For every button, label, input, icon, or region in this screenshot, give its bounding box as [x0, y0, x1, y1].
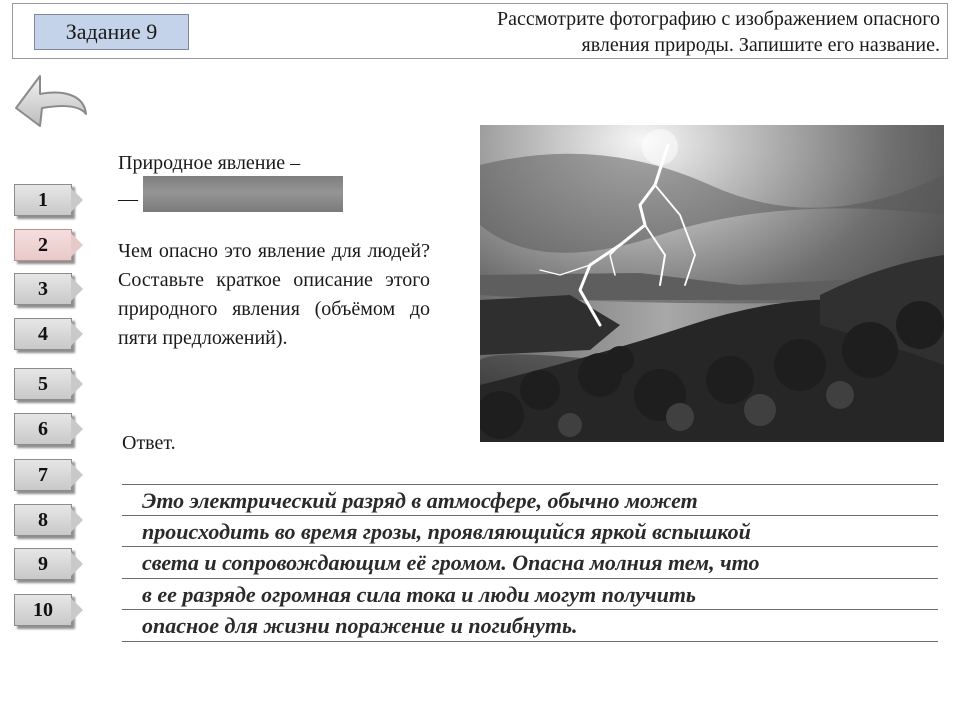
nav-button-tip: [71, 322, 83, 346]
nav-button-tip: [71, 463, 83, 487]
nav-button-label: 7: [38, 464, 48, 486]
answer-area: [122, 484, 938, 642]
nav-button-9[interactable]: [14, 548, 72, 580]
nav-button-label: 3: [38, 278, 48, 300]
phenomenon-dash: —: [118, 188, 138, 210]
nav-button-label: 6: [38, 418, 48, 440]
answer-line[interactable]: в ее разряде огромная сила тока и люди могут получить: [122, 579, 938, 611]
lightning-photo: [480, 125, 944, 442]
task-instruction: [380, 6, 940, 58]
nav-button-8[interactable]: [14, 504, 72, 536]
phenomenon-label: Природное явление –: [118, 152, 301, 174]
nav-button-label: 8: [38, 509, 48, 531]
back-arrow-icon[interactable]: [10, 70, 92, 142]
nav-button-label: 1: [38, 189, 48, 211]
answer-label: Ответ.: [122, 432, 176, 454]
nav-button-tip: [71, 598, 83, 622]
nav-button-2[interactable]: [14, 229, 72, 261]
nav-button-label: 2: [38, 234, 48, 256]
nav-button-10[interactable]: [14, 594, 72, 626]
nav-button-tip: [71, 233, 83, 257]
nav-button-tip: [71, 188, 83, 212]
answer-line[interactable]: опасное для жизни поражение и погибнуть.: [122, 610, 938, 642]
task-badge: Задание 9: [34, 14, 189, 50]
nav-button-6[interactable]: [14, 413, 72, 445]
nav-button-1[interactable]: [14, 184, 72, 216]
nav-button-3[interactable]: [14, 273, 72, 305]
nav-button-5[interactable]: [14, 368, 72, 400]
nav-button-label: 9: [38, 553, 48, 575]
nav-button-label: 4: [38, 323, 48, 345]
answer-line[interactable]: происходить во время грозы, проявляющийся яркой вспышкой: [122, 516, 938, 548]
instruction-line-1: Рассмотрите фотографию с изображением опасного: [497, 8, 940, 30]
nav-button-tip: [71, 417, 83, 441]
answer-line[interactable]: света и сопровождающим её громом. Опасна молния тем, что: [122, 547, 938, 579]
question-text: Чем опасно это явление для людей? Составьте краткое описание этого природного явления (объёмом до пяти предложений).: [118, 240, 430, 349]
nav-button-tip: [71, 552, 83, 576]
instruction-line-2: явления природы. Запишите его название.: [581, 34, 940, 56]
nav-button-tip: [71, 277, 83, 301]
nav-button-label: 10: [33, 599, 53, 621]
nav-button-label: 5: [38, 373, 48, 395]
nav-button-tip: [71, 372, 83, 396]
nav-button-7[interactable]: [14, 459, 72, 491]
answer-line[interactable]: Это электрический разряд в атмосфере, обычно может: [122, 484, 938, 516]
hidden-answer-mask: [143, 176, 343, 212]
nav-button-4[interactable]: [14, 318, 72, 350]
nav-button-tip: [71, 508, 83, 532]
